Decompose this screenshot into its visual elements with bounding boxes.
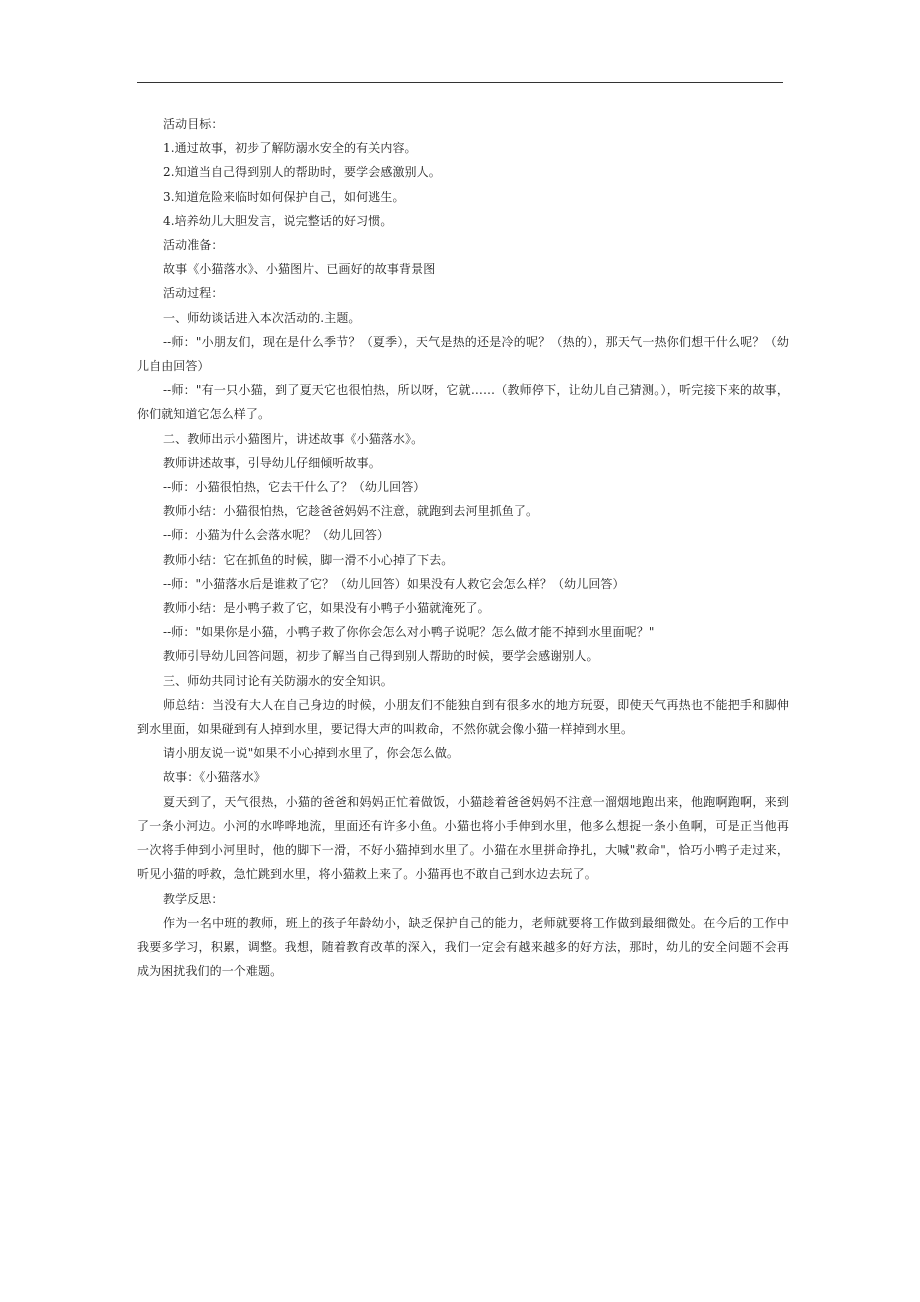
paragraph-teacher-question: --师："有一只小猫，到了夏天它也很怕热，所以呀，它就……（教师停下，让幼儿自己猜测。），听完接下来的故事，你们就知道它怎么样了。 <box>137 383 789 422</box>
paragraph-preparation-heading: 活动准备： <box>163 238 224 253</box>
paragraph-goal-3: 3.知道危险来临时如何保护自己，如何逃生。 <box>163 189 405 204</box>
paragraph-story-text: 夏天到了，天气很热，小猫的爸爸和妈妈正忙着做饭，小猫趁着爸爸妈妈不注意一溜烟地跑出来，他跑啊跑啊，来到了一条小河边。小河的水哗哗地流，里面还有许多小鱼。小猫也将小手伸到水里，他多么想捉一条小鱼啊，可是正当他再一次将手伸到小河里时，他的脚下一滑，不好小猫掉到水里了。小猫在水里拼命挣扎，大喊"救命"，恰巧小鸭子走过来，听见小猫的呼救，急忙跳到水里，将小猫救上来了。小猫再也不敢自己到水边去玩了。 <box>137 794 789 882</box>
paragraph-story-title: 故事：《小猫落水》 <box>163 770 266 785</box>
paragraph-body: 请小朋友说一说"如果不小心掉到水里了，你会怎么做。 <box>163 746 460 761</box>
paragraph-body: 教师引导幼儿回答问题，初步了解当自己得到别人帮助的时候，要学会感谢别人。 <box>163 649 599 664</box>
paragraph-teacher-conclusion: 师总结：当没有大人在自己身边的时候，小朋友们不能独自到有很多水的地方玩耍，即使天气再热也不能把手和脚伸到水里面，如果碰到有人掉到水里，要记得大声的叫救命，不然你就会像小猫一样掉到水里。 <box>137 697 789 737</box>
paragraph-teacher-summary: 教师小结：它在抓鱼的时候，脚一滑不小心掉了下去。 <box>163 552 454 567</box>
paragraph-preparation: 故事《小猫落水》、小猫图片、已画好的故事背景图 <box>163 262 436 277</box>
paragraph-teacher-question: --师："小朋友们，现在是什么季节？（夏季），天气是热的还是冷的呢？（热的），那天气一热你们想干什么呢？（幼儿自由回答） <box>137 334 789 374</box>
paragraph-teacher-question: --师：小猫很怕热，它去干什么了？（幼儿回答） <box>163 480 426 495</box>
paragraph-teacher-question: --师："小猫落水后是谁救了它？（幼儿回答）如果没有人救它会怎么样？（幼儿回答） <box>163 576 625 591</box>
paragraph-reflection-heading: 教学反思： <box>163 891 224 906</box>
paragraph-goal-4: 4.培养幼儿大胆发言，说完整话的好习惯。 <box>163 213 393 228</box>
paragraph-goal-1: 1.通过故事，初步了解防溺水安全的有关内容。 <box>163 141 417 156</box>
paragraph-teacher-question: --师：小猫为什么会落水呢？（幼儿回答） <box>163 528 390 543</box>
document-body <box>137 112 789 983</box>
paragraph-teacher-question: --师："如果你是小猫，小鸭子救了你你会怎么对小鸭子说呢？怎么做才能不掉到水里面呢？" <box>163 625 655 640</box>
paragraph-reflection-text: 作为一名中班的教师，班上的孩子年龄幼小，缺乏保护自己的能力，老师就要将工作做到最细微处。在今后的工作中我要多学习，积累，调整。我想，随着教育改革的深入，我们一定会有越来越多的好方法，那时，幼儿的安全问题不会再成为困扰我们的一个难题。 <box>137 915 789 979</box>
paragraph-goal-2: 2.知道当自己得到别人的帮助时，要学会感激别人。 <box>163 165 441 180</box>
paragraph-body: 教师讲述故事，引导幼儿仔细倾听故事。 <box>163 455 381 470</box>
paragraph-process-heading: 活动过程： <box>163 286 224 301</box>
paragraph-teacher-summary: 教师小结：小猫很怕热，它趁爸爸妈妈不注意，就跑到去河里抓鱼了。 <box>163 504 539 519</box>
header-rule <box>137 82 783 83</box>
paragraph-section-1: 一、师幼谈话进入本次活动的.主题。 <box>163 310 361 325</box>
paragraph-teacher-summary: 教师小结：是小鸭子救了它，如果没有小鸭子小猫就淹死了。 <box>163 601 490 616</box>
paragraph-goals-heading: 活动目标： <box>163 117 224 131</box>
paragraph-section-3: 三、师幼共同讨论有关防溺水的安全知识。 <box>163 673 393 688</box>
paragraph-section-2: 二、教师出示小猫图片，讲述故事《小猫落水》。 <box>163 431 424 446</box>
